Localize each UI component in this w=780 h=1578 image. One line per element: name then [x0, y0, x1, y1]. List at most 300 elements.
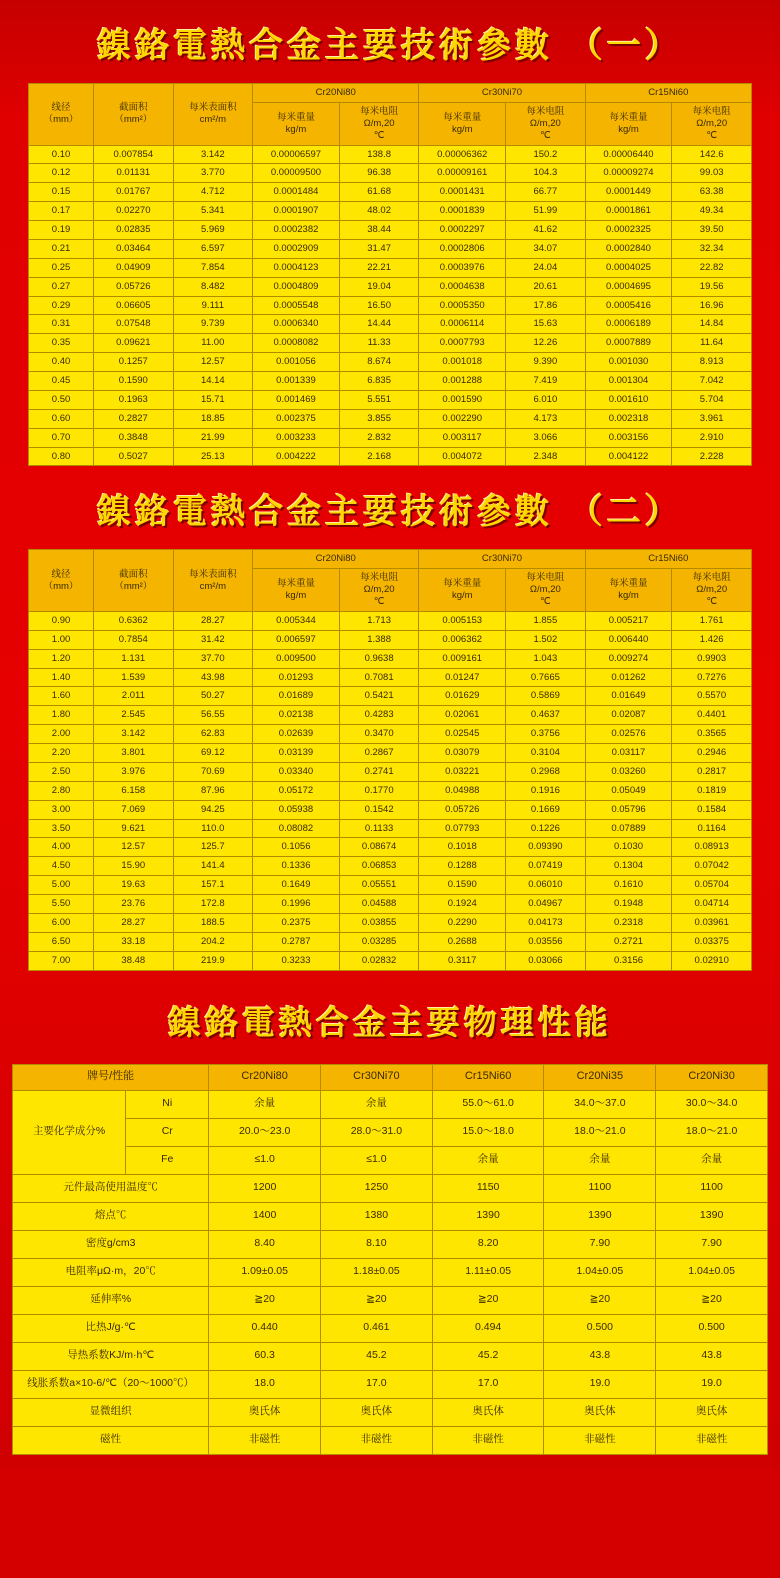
- table-cell: 0.4401: [672, 706, 752, 725]
- table-cell: 19.04: [339, 277, 419, 296]
- table-cell: 14.14: [173, 372, 253, 391]
- table-cell: 0.0002325: [585, 221, 672, 240]
- table-cell: 2.168: [339, 447, 419, 466]
- table-cell: 非磁性: [656, 1426, 768, 1454]
- table-cell: 0.004072: [419, 447, 506, 466]
- table-cell: 0.1257: [94, 353, 174, 372]
- table-cell: 0.1304: [585, 857, 672, 876]
- table-cell: 0.01247: [419, 668, 506, 687]
- table-cell: 1250: [321, 1174, 433, 1202]
- col-area: [94, 550, 174, 612]
- table-cell: 0.003156: [585, 428, 672, 447]
- table-cell: 非磁性: [321, 1426, 433, 1454]
- table-cell: 0.9903: [672, 649, 752, 668]
- table-row: [29, 706, 752, 725]
- phys-row-label: 电阻率μΩ·m，20℃: [13, 1258, 209, 1286]
- table-cell: 0.003233: [253, 428, 340, 447]
- table-cell: 0.500: [656, 1314, 768, 1342]
- table-cell: 33.18: [94, 932, 174, 951]
- res-temp: ℃: [706, 129, 718, 141]
- table-row: [29, 353, 752, 372]
- table-cell: 7.042: [672, 372, 752, 391]
- table-cell: 0.2817: [672, 762, 752, 781]
- table-cell: 0.1996: [253, 895, 340, 914]
- table-cell: 204.2: [173, 932, 253, 951]
- table-cell: 0.0001839: [419, 202, 506, 221]
- table-cell: 20.0～23.0: [209, 1118, 321, 1146]
- table-cell: 0.70: [29, 428, 94, 447]
- table-cell: 3.142: [94, 725, 174, 744]
- table-cell: 48.02: [339, 202, 419, 221]
- table-cell: 0.1288: [419, 857, 506, 876]
- table-cell: 1390: [432, 1202, 544, 1230]
- table-cell: 0.7081: [339, 668, 419, 687]
- table-cell: 2.545: [94, 706, 174, 725]
- table-cell: 14.84: [672, 315, 752, 334]
- phys-col-cr15ni60: Cr15Ni60: [432, 1064, 544, 1090]
- table-cell: 3.770: [173, 164, 253, 183]
- table-cell: 17.0: [321, 1370, 433, 1398]
- table-cell: 0.03340: [253, 762, 340, 781]
- table-cell: ≤1.0: [209, 1146, 321, 1174]
- table-cell: 2.80: [29, 781, 94, 800]
- table-row: [29, 334, 752, 353]
- table-cell: 0.006440: [585, 630, 672, 649]
- weight-label: 每米重量: [276, 578, 315, 590]
- table-cell: 188.5: [173, 913, 253, 932]
- table-cell: 0.60: [29, 409, 94, 428]
- table-cell: 5.551: [339, 390, 419, 409]
- group-cr20ni80: Cr20Ni80: [253, 550, 419, 569]
- table-row: [29, 951, 752, 970]
- table-cell: 38.44: [339, 221, 419, 240]
- table-cell: 19.63: [94, 876, 174, 895]
- table-cell: 1150: [432, 1174, 544, 1202]
- table-cell: 0.1924: [419, 895, 506, 914]
- table-cell: 0.07793: [419, 819, 506, 838]
- table-cell: 18.0～21.0: [656, 1118, 768, 1146]
- table-cell: 63.38: [672, 183, 752, 202]
- table-cell: ≧20: [656, 1286, 768, 1314]
- table-cell: 0.19: [29, 221, 94, 240]
- table-cell: 0.009161: [419, 649, 506, 668]
- table-cell: 0.03221: [419, 762, 506, 781]
- table-row: [29, 687, 752, 706]
- table-cell: 0.1770: [339, 781, 419, 800]
- table-cell: 0.006597: [253, 630, 340, 649]
- table-cell: 0.0001449: [585, 183, 672, 202]
- table-row: [13, 1370, 768, 1398]
- table-cell: 20.61: [506, 277, 586, 296]
- table-header: [29, 550, 752, 612]
- table-cell: 0.03139: [253, 744, 340, 763]
- table-row: [29, 145, 752, 164]
- phys-header-row: [13, 1064, 768, 1090]
- table-cell: 110.0: [173, 819, 253, 838]
- table-header-row-groups: [29, 550, 752, 569]
- table-cell: 0.02061: [419, 706, 506, 725]
- table-cell: 0.1133: [339, 819, 419, 838]
- table-cell: 11.00: [173, 334, 253, 353]
- tech-params-table-2-wrapper: [0, 549, 780, 970]
- table-cell: 0.05172: [253, 781, 340, 800]
- table-cell: 0.440: [209, 1314, 321, 1342]
- phys-col-cr20ni80: Cr20Ni80: [209, 1064, 321, 1090]
- table-cell: 3.142: [173, 145, 253, 164]
- table-cell: 41.62: [506, 221, 586, 240]
- table-cell: 125.7: [173, 838, 253, 857]
- res-temp: ℃: [540, 596, 551, 607]
- table-cell: 7.90: [544, 1230, 656, 1258]
- table-cell: 0.7854: [94, 630, 174, 649]
- table-row: [29, 649, 752, 668]
- table-cell: 0.0001431: [419, 183, 506, 202]
- table-cell: 7.90: [656, 1230, 768, 1258]
- table-cell: 6.158: [94, 781, 174, 800]
- table-cell: 28.27: [173, 611, 253, 630]
- table-cell: 0.07042: [672, 857, 752, 876]
- table-cell: 0.0001484: [253, 183, 340, 202]
- table-cell: 6.50: [29, 932, 94, 951]
- table-cell: 0.02576: [585, 725, 672, 744]
- table-cell: 66.77: [506, 183, 586, 202]
- table-cell: 2.348: [506, 447, 586, 466]
- table-cell: 43.8: [656, 1342, 768, 1370]
- table-cell: 0.0006189: [585, 315, 672, 334]
- table-cell: 0.09390: [506, 838, 586, 857]
- table-cell: 2.228: [672, 447, 752, 466]
- res-label: 每米电阻: [360, 572, 399, 584]
- table-cell: 0.01767: [94, 183, 174, 202]
- table-cell: 0.05726: [419, 800, 506, 819]
- table-cell: 0.02087: [585, 706, 672, 725]
- table-cell: 2.910: [672, 428, 752, 447]
- table-cell: 0.03556: [506, 932, 586, 951]
- table-cell: 0.03066: [506, 951, 586, 970]
- table-cell: 0.0004123: [253, 258, 340, 277]
- page-title-tech-params-1: 鎳鉻電熱合金主要技術參數 （一）: [97, 26, 683, 66]
- table-cell: 219.9: [173, 951, 253, 970]
- table-cell: 0.002375: [253, 409, 340, 428]
- table-cell: 0.03285: [339, 932, 419, 951]
- table-cell: 45.2: [432, 1342, 544, 1370]
- weight-unit: kg/m: [285, 123, 307, 135]
- table-cell: 0.2968: [506, 762, 586, 781]
- table-row: [29, 725, 752, 744]
- col-weight-3: [585, 569, 672, 612]
- table-cell: 0.0002297: [419, 221, 506, 240]
- table-cell: 12.57: [94, 838, 174, 857]
- table-cell: 0.03260: [585, 762, 672, 781]
- table-cell: 62.83: [173, 725, 253, 744]
- table-cell: 138.8: [339, 145, 419, 164]
- table-cell: ≧20: [432, 1286, 544, 1314]
- table-cell: 0.0004025: [585, 258, 672, 277]
- table-cell: 0.07548: [94, 315, 174, 334]
- table-body-1: [29, 145, 752, 466]
- table-cell: 0.3156: [585, 951, 672, 970]
- table-cell: 96.38: [339, 164, 419, 183]
- res-temp: ℃: [540, 129, 551, 141]
- physical-properties-table-wrapper: [0, 1064, 780, 1455]
- table-cell: 0.5421: [339, 687, 419, 706]
- res-unit: Ω/m,20: [363, 584, 395, 596]
- table-cell: 50.27: [173, 687, 253, 706]
- res-label: 每米电阻: [692, 105, 731, 117]
- table-cell: 0.00006362: [419, 145, 506, 164]
- table-cell: 0.1164: [672, 819, 752, 838]
- table-row: [29, 819, 752, 838]
- table-cell: 0.0002840: [585, 239, 672, 258]
- table-cell: 0.4637: [506, 706, 586, 725]
- table-cell: 奥氏体: [432, 1398, 544, 1426]
- table-cell: ≤1.0: [321, 1146, 433, 1174]
- table-cell: 0.0008082: [253, 334, 340, 353]
- table-cell: 2.011: [94, 687, 174, 706]
- table-cell: 0.2741: [339, 762, 419, 781]
- table-cell: 0.1226: [506, 819, 586, 838]
- table-cell: 余量: [656, 1146, 768, 1174]
- col-surface-line1: 每米表面积: [189, 568, 237, 580]
- table-cell: 8.10: [321, 1230, 433, 1258]
- res-unit: Ω/m,20: [696, 117, 728, 129]
- weight-unit: kg/m: [451, 123, 473, 135]
- table-cell: 0.3233: [253, 951, 340, 970]
- table-cell: 0.00009500: [253, 164, 340, 183]
- table-row: [29, 781, 752, 800]
- table-cell: 6.00: [29, 913, 94, 932]
- table-cell: 0.02910: [672, 951, 752, 970]
- table-cell: 0.001056: [253, 353, 340, 372]
- table-cell: 0.0001907: [253, 202, 340, 221]
- col-weight-2: [419, 569, 506, 612]
- table-cell: 非磁性: [209, 1426, 321, 1454]
- table-cell: 0.1018: [419, 838, 506, 857]
- table-cell: 9.621: [94, 819, 174, 838]
- table-cell: 0.05704: [672, 876, 752, 895]
- table-row: [13, 1426, 768, 1454]
- table-cell: 0.3756: [506, 725, 586, 744]
- phys-element-label: Cr: [126, 1118, 209, 1146]
- table-row: [29, 428, 752, 447]
- table-cell: 18.0: [209, 1370, 321, 1398]
- table-cell: 0.3848: [94, 428, 174, 447]
- table-cell: 1.00: [29, 630, 94, 649]
- table-row: [13, 1202, 768, 1230]
- table-cell: 1.131: [94, 649, 174, 668]
- table-cell: 0.2290: [419, 913, 506, 932]
- table-cell: 1.80: [29, 706, 94, 725]
- table-cell: 7.00: [29, 951, 94, 970]
- table-cell: 0.005217: [585, 611, 672, 630]
- table-cell: 30.0～34.0: [656, 1090, 768, 1118]
- table-cell: 0.90: [29, 611, 94, 630]
- table-cell: 17.86: [506, 296, 586, 315]
- table-cell: 5.704: [672, 390, 752, 409]
- table-cell: 0.09621: [94, 334, 174, 353]
- table-cell: 0.006362: [419, 630, 506, 649]
- table-cell: 0.7665: [506, 668, 586, 687]
- table-cell: 12.26: [506, 334, 586, 353]
- table-cell: 172.8: [173, 895, 253, 914]
- table-cell: 0.0005548: [253, 296, 340, 315]
- table-cell: 1380: [321, 1202, 433, 1230]
- table-cell: 0.004222: [253, 447, 340, 466]
- table-cell: 8.913: [672, 353, 752, 372]
- table-cell: 0.005153: [419, 611, 506, 630]
- col-diameter: [29, 84, 94, 146]
- table-cell: 0.2946: [672, 744, 752, 763]
- table-cell: 3.00: [29, 800, 94, 819]
- table-cell: 0.007854: [94, 145, 174, 164]
- table-cell: 0.4283: [339, 706, 419, 725]
- table-cell: 14.44: [339, 315, 419, 334]
- table-cell: 0.21: [29, 239, 94, 258]
- table-cell: 0.003117: [419, 428, 506, 447]
- table-cell: 0.2867: [339, 744, 419, 763]
- table-cell: 1.40: [29, 668, 94, 687]
- table-cell: 9.111: [173, 296, 253, 315]
- table-cell: 23.76: [94, 895, 174, 914]
- table-cell: 22.82: [672, 258, 752, 277]
- table-cell: 12.57: [173, 353, 253, 372]
- phys-row-label: 延伸率%: [13, 1286, 209, 1314]
- table-cell: 0.001469: [253, 390, 340, 409]
- table-cell: 25.13: [173, 447, 253, 466]
- table-cell: 8.40: [209, 1230, 321, 1258]
- table-cell: 0.0004809: [253, 277, 340, 296]
- table-row: [13, 1230, 768, 1258]
- res-temp: ℃: [373, 596, 385, 607]
- table-row: [13, 1342, 768, 1370]
- col-surface-line1: 每米表面积: [189, 102, 237, 114]
- weight-unit: kg/m: [285, 590, 307, 602]
- table-cell: 0.15: [29, 183, 94, 202]
- phys-row-label: 线胀系数a×10-6/℃（20～1000℃）: [13, 1370, 209, 1398]
- table-cell: 0.02639: [253, 725, 340, 744]
- col-resistance-3: [672, 102, 752, 145]
- table-row: [29, 296, 752, 315]
- table-cell: 0.07889: [585, 819, 672, 838]
- table-row: [29, 202, 752, 221]
- col-area-line1: 截面积: [119, 568, 148, 580]
- table-cell: 4.173: [506, 409, 586, 428]
- table-cell: 6.597: [173, 239, 253, 258]
- table-cell: 0.001339: [253, 372, 340, 391]
- table-cell: ≧20: [321, 1286, 433, 1314]
- table-row: [13, 1090, 768, 1118]
- table-cell: ≧20: [544, 1286, 656, 1314]
- table-cell: 0.5869: [506, 687, 586, 706]
- group-cr15ni60: Cr15Ni60: [585, 550, 751, 569]
- table-row: [13, 1286, 768, 1314]
- table-cell: 60.3: [209, 1342, 321, 1370]
- table-cell: 0.3470: [339, 725, 419, 744]
- table-cell: 1.539: [94, 668, 174, 687]
- table-cell: 8.482: [173, 277, 253, 296]
- table-cell: 3.855: [339, 409, 419, 428]
- table-cell: 5.00: [29, 876, 94, 895]
- phys-col-cr20ni30: Cr20Ni30: [656, 1064, 768, 1090]
- table-cell: 0.00009161: [419, 164, 506, 183]
- table-cell: 16.50: [339, 296, 419, 315]
- table-cell: 11.33: [339, 334, 419, 353]
- res-unit: Ω/m,20: [363, 117, 395, 129]
- table-cell: 0.1336: [253, 857, 340, 876]
- table-cell: 0.0004695: [585, 277, 672, 296]
- weight-label: 每米重量: [443, 111, 482, 123]
- table-cell: 15.0～18.0: [432, 1118, 544, 1146]
- table-cell: 0.0002382: [253, 221, 340, 240]
- table-cell: 4.712: [173, 183, 253, 202]
- table-cell: 1.713: [339, 611, 419, 630]
- table-cell: 0.01629: [419, 687, 506, 706]
- table-cell: 0.00006597: [253, 145, 340, 164]
- table-cell: 31.47: [339, 239, 419, 258]
- table-cell: 0.0007793: [419, 334, 506, 353]
- phys-table-header: [13, 1064, 768, 1090]
- table-cell: 34.0～37.0: [544, 1090, 656, 1118]
- table-cell: 1.20: [29, 649, 94, 668]
- table-row: [29, 762, 752, 781]
- table-cell: 150.2: [506, 145, 586, 164]
- table-cell: 0.05938: [253, 800, 340, 819]
- table-cell: 0.0002909: [253, 239, 340, 258]
- col-area-line2: （mm²）: [114, 580, 153, 592]
- table-cell: 1.11±0.05: [432, 1258, 544, 1286]
- table-cell: 32.34: [672, 239, 752, 258]
- group-cr30ni70: Cr30Ni70: [419, 84, 585, 103]
- table-cell: 奥氏体: [321, 1398, 433, 1426]
- table-cell: 余量: [209, 1090, 321, 1118]
- table-cell: 0.002290: [419, 409, 506, 428]
- table-cell: 1390: [544, 1202, 656, 1230]
- table-cell: 0.50: [29, 390, 94, 409]
- table-cell: 61.68: [339, 183, 419, 202]
- res-label: 每米电阻: [526, 105, 565, 117]
- table-cell: 8.20: [432, 1230, 544, 1258]
- weight-unit: kg/m: [451, 590, 473, 602]
- table-cell: 0.02545: [419, 725, 506, 744]
- table-cell: 1.502: [506, 630, 586, 649]
- table-cell: 0.1030: [585, 838, 672, 857]
- weight-label: 每米重量: [609, 578, 648, 590]
- phys-col-grade: 牌号/性能: [13, 1064, 209, 1090]
- table-cell: 1.60: [29, 687, 94, 706]
- table-row: [29, 239, 752, 258]
- table-cell: 0.0004638: [419, 277, 506, 296]
- table-cell: 0.1542: [339, 800, 419, 819]
- col-diameter: [29, 550, 94, 612]
- table-cell: 0.04714: [672, 895, 752, 914]
- table-cell: 2.832: [339, 428, 419, 447]
- table-cell: 0.01689: [253, 687, 340, 706]
- page-title-tech-params-2: 鎳鉻電熱合金主要技術參數 （二）: [97, 492, 683, 533]
- table-cell: 0.3117: [419, 951, 506, 970]
- res-temp: ℃: [706, 596, 718, 607]
- phys-table-body: [13, 1090, 768, 1454]
- table-row: [29, 857, 752, 876]
- table-row: [13, 1398, 768, 1426]
- table-cell: 奥氏体: [544, 1398, 656, 1426]
- table-cell: 7.419: [506, 372, 586, 391]
- table-cell: 0.01293: [253, 668, 340, 687]
- table-cell: 0.80: [29, 447, 94, 466]
- table-cell: 0.00009274: [585, 164, 672, 183]
- col-resistance-3: [672, 569, 752, 612]
- table-row: [29, 183, 752, 202]
- phys-row-label-chemical: 主要化学成分%: [13, 1090, 126, 1174]
